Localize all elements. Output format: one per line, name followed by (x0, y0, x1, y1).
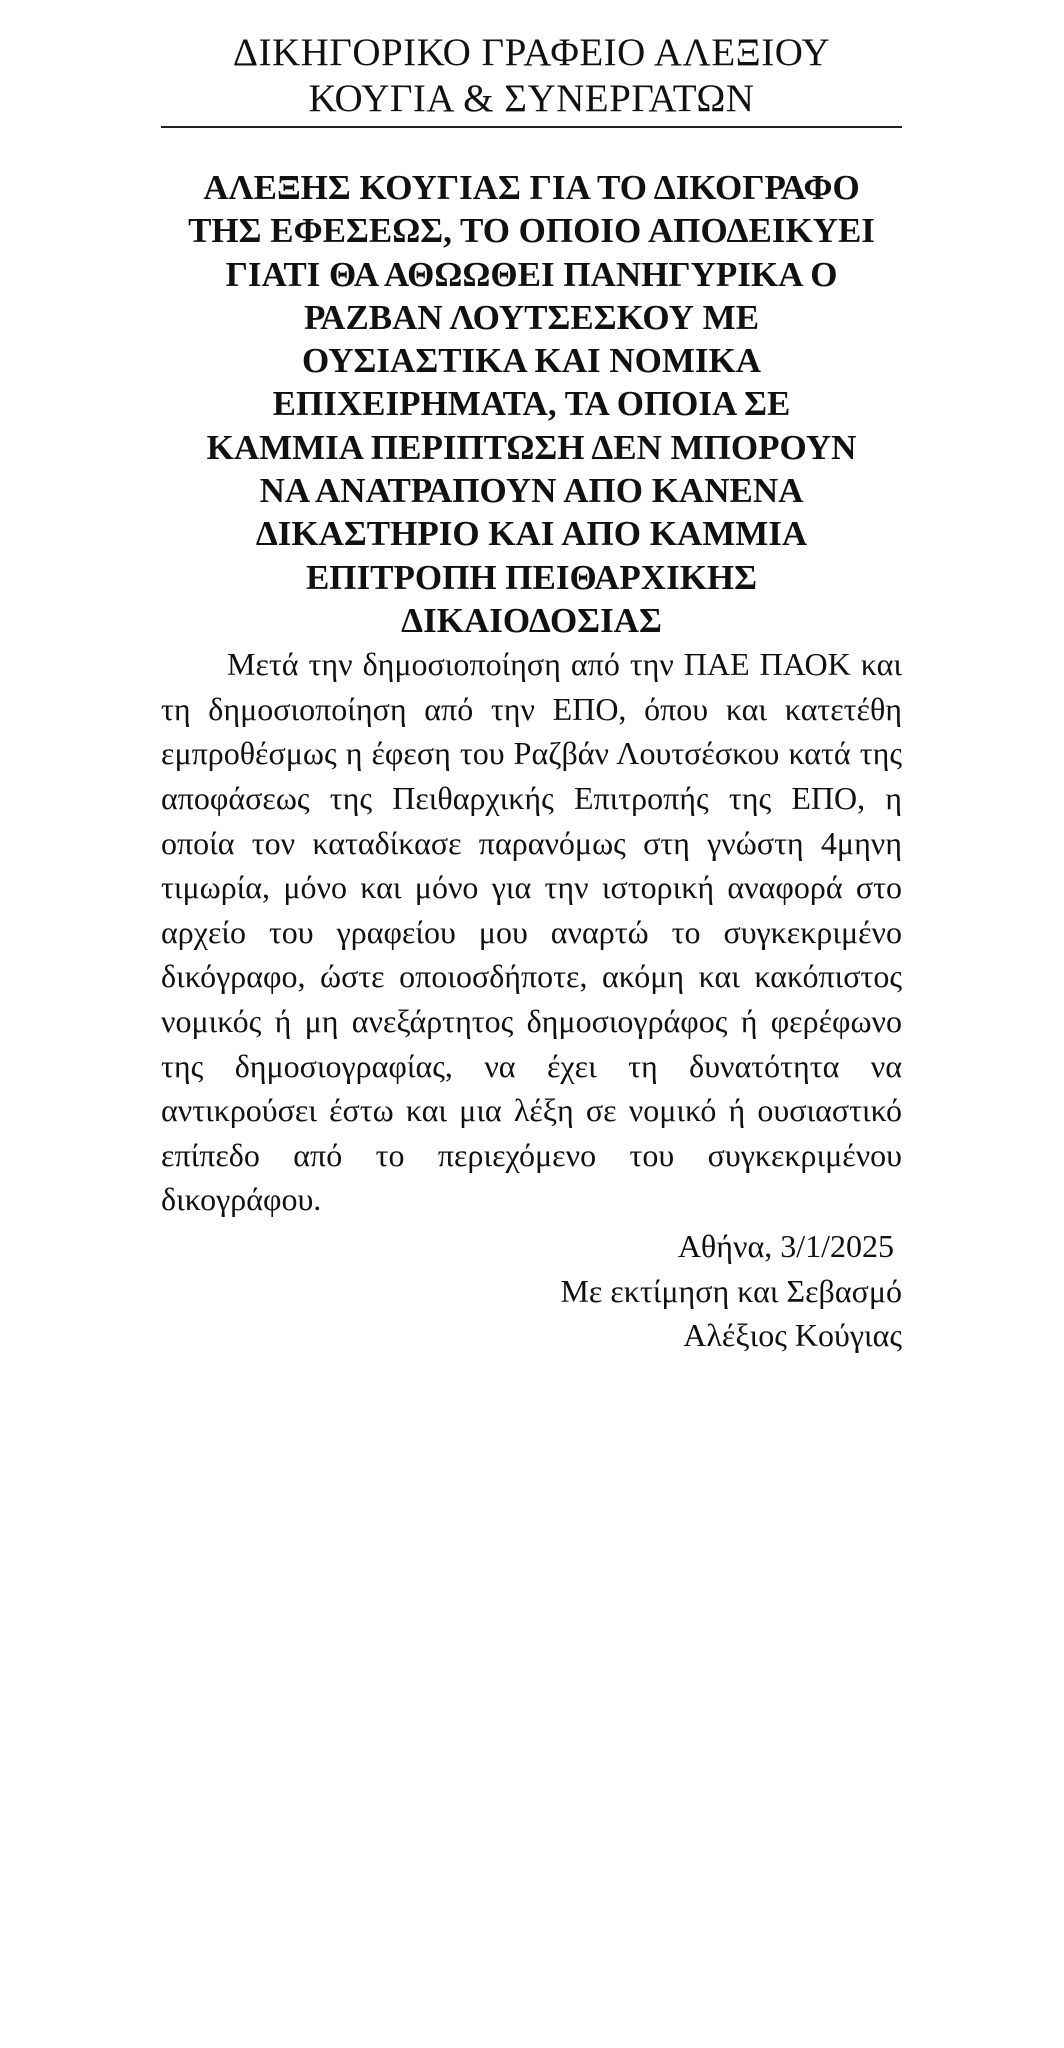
letterhead-line-1: ΔΙΚΗΓΟΡΙΚΟ ΓΡΑΦΕΙΟ ΑΛΕΞΙΟΥ (232, 31, 831, 74)
headline-line: ΓΙΑΤΙ ΘΑ ΑΘΩΩΘΕΙ ΠΑΝΗΓΥΡΙΚΑ Ο (225, 254, 838, 294)
letterhead-divider (161, 126, 902, 128)
closing-line: Με εκτίμηση και Σεβασμό (560, 1272, 902, 1309)
headline-line: ΑΛΕΞΗΣ ΚΟΥΓΙΑΣ ΓΙΑ ΤΟ ΔΙΚΟΓΡΑΦΟ (203, 168, 860, 207)
signatory-name: Αλέξιος Κούγιας (683, 1317, 902, 1354)
headline-line: ΡΑΖΒΑΝ ΛΟΥΤΣΕΣΚΟΥ ΜΕ (303, 297, 760, 337)
headline-line: ΕΠΙΧΕΙΡΗΜΑΤΑ, ΤΑ ΟΠΟΙΑ ΣΕ (272, 384, 791, 424)
document-column (161, 30, 902, 1358)
headline-line: ΟΥΣΙΑΣΤΙΚΑ ΚΑΙ ΝΟΜΙΚΑ (301, 341, 762, 381)
headline-line: ΤΗΣ ΕΦΕΣΕΩΣ, ΤΟ ΟΠΟΙΟ ΑΠΟΔΕΙΚΥΕΙ (188, 211, 875, 251)
letterhead-line-2: ΚΟΥΓΙΑ & ΣΥΝΕΡΓΑΤΩΝ (308, 77, 755, 120)
place-date: Αθήνα, 3/1/2025 (677, 1227, 894, 1264)
headline-line: ΚΑΜΜΙΑ ΠΕΡΙΠΤΩΣΗ ΔΕΝ ΜΠΟΡΟΥΝ (206, 427, 857, 467)
headline-line: ΔΙΚΑΣΤΗΡΙΟ ΚΑΙ ΑΠΟ ΚΑΜΜΙΑ (255, 514, 808, 554)
headline-line: ΔΙΚΑΙΟΔΟΣΙΑΣ (401, 600, 662, 640)
letterhead (161, 30, 902, 126)
headline-line: ΝΑ ΑΝΑΤΡΑΠΟΥΝ ΑΠΟ ΚΑΝΕΝΑ (259, 471, 804, 511)
headline (161, 166, 902, 642)
headline-line: ΕΠΙΤΡΟΠΗ ΠΕΙΘΑΡΧΙΚΗΣ (305, 557, 758, 597)
signature-block (161, 1224, 902, 1358)
body-paragraph: Μετά την δημοσιοποίηση από την ΠΑΕ ΠΑΟΚ και τη δημοσιοποίηση από την ΕΠΟ, όπου και κατετέθη εμπροθέσμως η έφεση του Ραζβάν Λουτσέσκου κατά της αποφάσεως της Πειθαρχικής Επιτροπής της ΕΠΟ, η οποία τον καταδίκασε παρανόμως στη γνώστη 4μηνη τιμωρία, μόνο και μόνο για την ιστορική αναφορά στο αρχείο του γραφείου μου αναρτώ το συγκεκριμένο δικόγραφο, ώστε οποιοσδήποτε, ακόμη και κακόπιστος νομικός ή μη ανεξάρτητος δημοσιογράφος ή φερέφωνο της δημοσιογραφίας, να έχει τη δυνατότητα να αντικρούσει έστω και μια λέξη σε νομικό ή ουσιαστικό επίπεδο από το περιεχόμενο του συγκεκριμένου δικογράφου. (161, 646, 902, 1218)
